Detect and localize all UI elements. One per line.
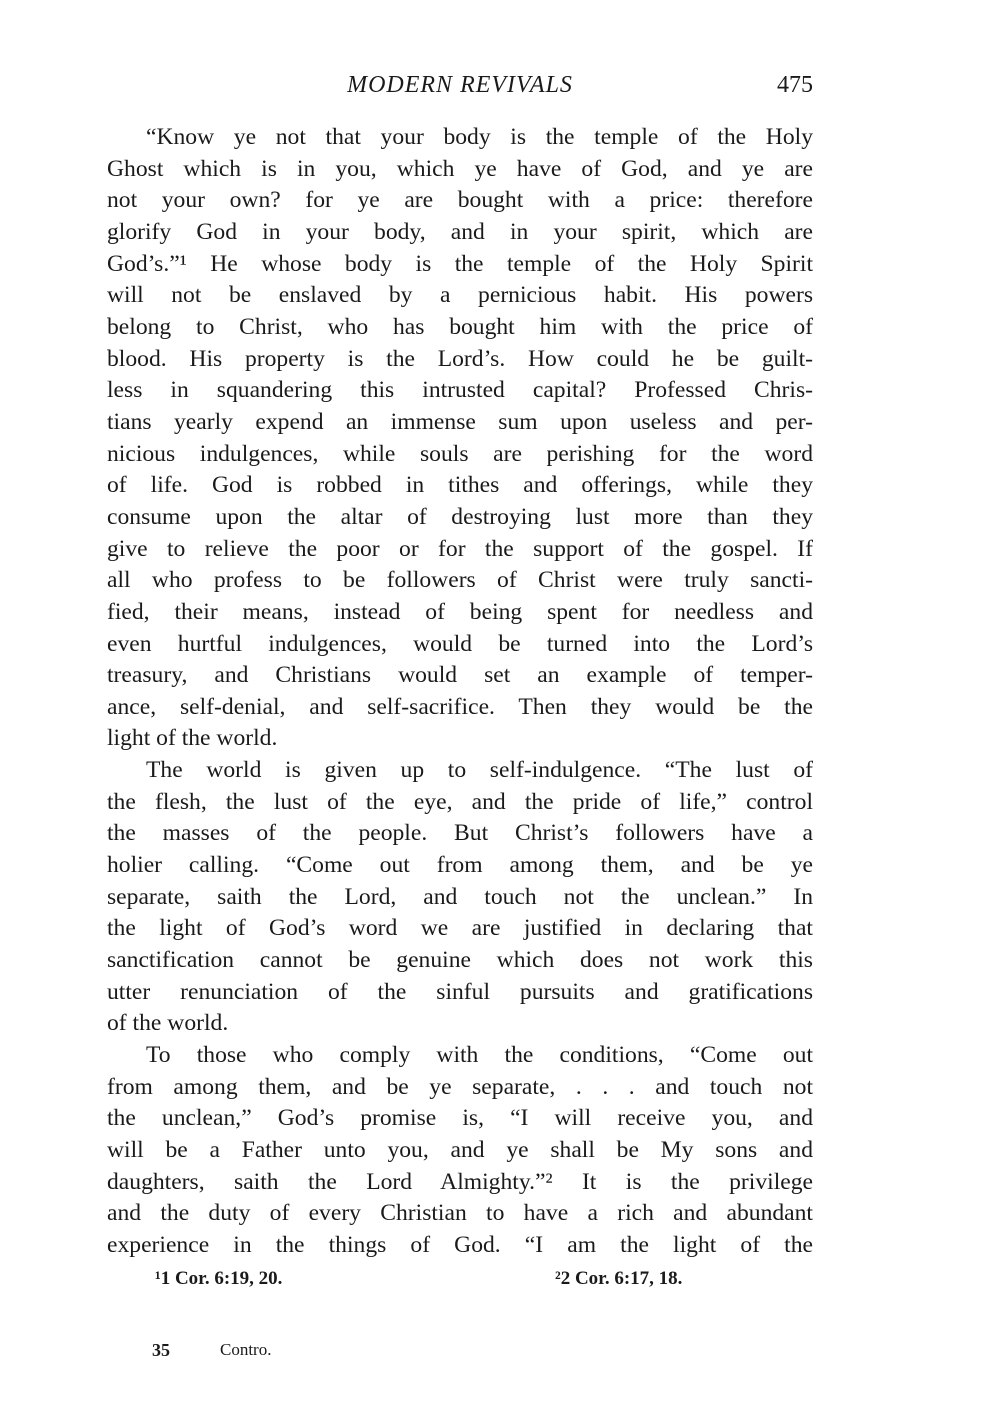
text-line: sanctification cannot be genuine which does not work this xyxy=(107,947,813,974)
footnote-2: ²2 Cor. 6:17, 18. xyxy=(555,1268,683,1289)
text-line: tians yearly expend an immense sum upon useless and per- xyxy=(107,408,813,435)
text-line: daughters, saith the Lord Almighty.”² It is the privilege xyxy=(107,1168,813,1195)
text-line: To those who comply with the conditions, “Come out xyxy=(146,1042,813,1069)
text-line: of life. God is robbed in tithes and offerings, while they xyxy=(107,472,813,499)
text-line: separate, saith the Lord, and touch not the unclean.” In xyxy=(107,883,813,910)
text-line: consume upon the altar of destroying lust more than they xyxy=(107,503,813,530)
text-line: the light of God’s word we are justified in declaring that xyxy=(107,915,813,942)
signature-number: 35 xyxy=(152,1340,170,1360)
text-line: Ghost which is in you, which ye have of God, and ye are xyxy=(107,155,813,182)
body-text xyxy=(107,122,813,1262)
text-line: will not be enslaved by a pernicious habit. His powers xyxy=(107,282,813,309)
text-line: glorify God in your body, and in your spirit, which are xyxy=(107,218,813,245)
text-line: and the duty of every Christian to have a rich and abundant xyxy=(107,1200,813,1227)
text-line: the masses of the people. But Christ’s followers have a xyxy=(107,820,813,847)
text-line: treasury, and Christians would set an example of temper- xyxy=(107,662,813,689)
text-line: from among them, and be ye separate, . . . and touch not xyxy=(107,1073,813,1100)
text-line: fied, their means, instead of being spent for needless and xyxy=(107,598,813,625)
text-line: all who profess to be followers of Christ were truly sancti- xyxy=(107,567,813,594)
footnote-1: ¹1 Cor. 6:19, 20. xyxy=(155,1268,283,1289)
text-line: holier calling. “Come out from among them, and be ye xyxy=(107,852,813,879)
page-number: 475 xyxy=(777,72,813,98)
text-line: give to relieve the poor or for the support of the gospel. If xyxy=(107,535,813,562)
running-title: MODERN REVIVALS xyxy=(347,72,573,98)
text-line: nicious indulgences, while souls are perishing for the word xyxy=(107,440,813,467)
text-line: even hurtful indulgences, would be turned into the Lord’s xyxy=(107,630,813,657)
text-line: utter renunciation of the sinful pursuits and gratifications xyxy=(107,978,813,1005)
text-line: less in squandering this intrusted capital? Professed Chris- xyxy=(107,377,813,404)
text-line: not your own? for ye are bought with a price: therefore xyxy=(107,187,813,214)
text-line: of the world. xyxy=(107,1010,229,1037)
text-line: God’s.”¹ He whose body is the temple of the Holy Spirit xyxy=(107,250,813,277)
text-line: the unclean,” God’s promise is, “I will receive you, and xyxy=(107,1105,813,1132)
text-line: ance, self-denial, and self-sacrifice. Then they would be the xyxy=(107,693,813,720)
text-line: belong to Christ, who has bought him with the price of xyxy=(107,313,813,340)
text-line: will be a Father unto you, and ye shall be My sons and xyxy=(107,1137,813,1163)
text-line: light of the world. xyxy=(107,725,278,752)
signature-label: Contro. xyxy=(220,1340,272,1359)
text-line: experience in the things of God. “I am the light of the xyxy=(107,1231,813,1258)
text-line: the flesh, the lust of the eye, and the pride of life,” control xyxy=(107,788,813,815)
page-header xyxy=(107,72,813,106)
text-line: The world is given up to self-indulgence. “The lust of xyxy=(146,757,813,784)
text-line: blood. His property is the Lord’s. How could he be guilt- xyxy=(107,345,813,372)
text-line: “Know ye not that your body is the temple of the Holy xyxy=(146,124,813,150)
